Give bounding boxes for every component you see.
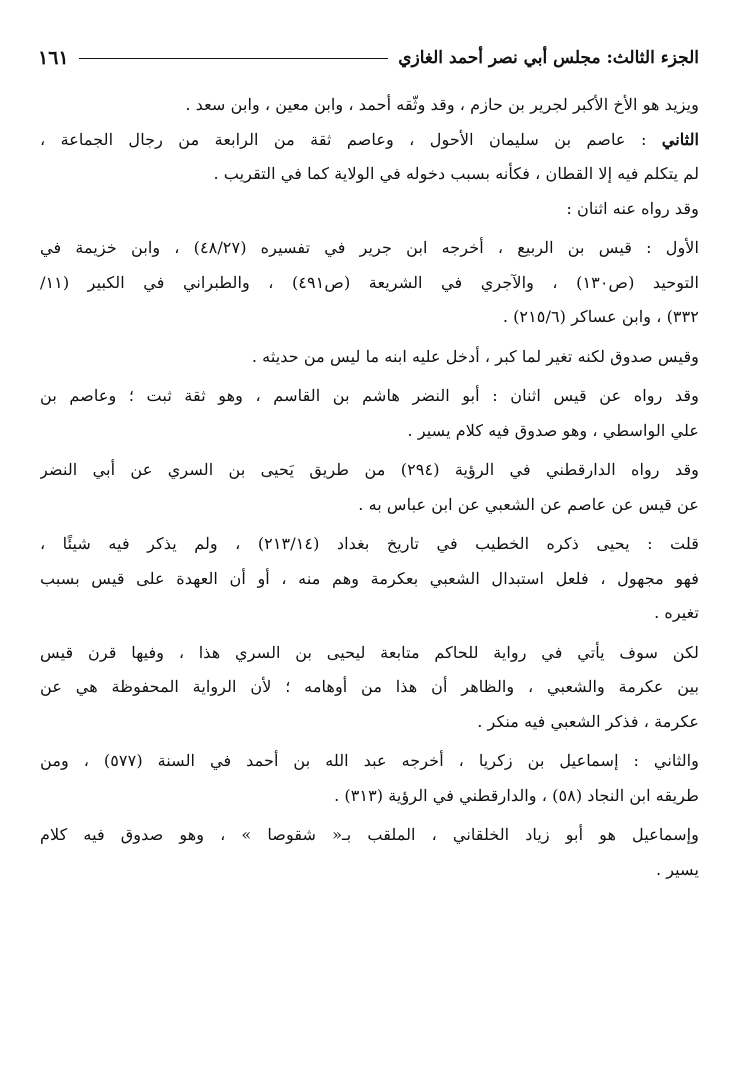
text-line [40, 379, 699, 414]
line-text: بين عكرمة والشعبي ، والظاهر أن هذا من أوهامه ؛ لأن الرواية المحفوظة هي عن [40, 677, 699, 696]
text-line [40, 596, 699, 631]
page-number: ١٦١ [38, 47, 69, 69]
page-header [38, 42, 699, 74]
line-text: وقد رواه الدارقطني في الرؤية (٢٩٤) من طريق يَحيى بن السري عن أبي النضر [40, 460, 699, 479]
text-line [40, 488, 699, 523]
text-line [40, 853, 699, 888]
line-text: ويزيد هو الأخ الأكبر لجرير بن حازم ، وقد وثّقه أحمد ، وابن معين ، وابن سعد . [185, 95, 699, 114]
text-line [40, 818, 699, 853]
text-line [40, 562, 699, 597]
line-text: الأول : قيس بن الربيع ، أخرجه ابن جرير في تفسيره (٤٨/٢٧) ، وابن خزيمة في [40, 238, 699, 257]
running-head: الجزء الثالث: مجلس أبي نصر أحمد الغازي [398, 48, 699, 68]
line-text: لكن سوف يأتي في رواية للحاكم متابعة ليحيى بن السري هذا ، وفيها قرن قيس [40, 642, 699, 662]
text-line [40, 123, 699, 158]
text-line [40, 192, 699, 227]
body-text [40, 88, 699, 887]
text-line [40, 744, 699, 779]
text-line [40, 453, 699, 488]
text-line [40, 705, 699, 740]
line-text: عن قيس عن عاصم عن الشعبي عن ابن عباس به . [358, 494, 699, 514]
line-text: والثاني : إسماعيل بن زكريا ، أخرجه عبد الله بن أحمد في السنة (٥٧٧) ، ومن [40, 751, 699, 770]
text-line [40, 266, 699, 301]
text-line [40, 670, 699, 705]
line-text: لم يتكلم فيه إلا القطان ، فكأنه بسبب دخوله في الولاية كما في التقريب . [213, 164, 699, 183]
line-text: قلت : يحيى ذكره الخطيب في تاريخ بغداد (٢١٣/١٤) ، ولم يذكر فيه شيئًا ، [40, 534, 699, 553]
line-text: تغيره . [654, 603, 699, 622]
line-text: التوحيد (ص١٣٠) ، والآجري في الشريعة (ص٤٩١) ، والطبراني في الكبير (١١/ [40, 272, 699, 292]
line-text: عكرمة ، فذكر الشعبي فيه منكر . [477, 711, 699, 731]
text-line [40, 231, 699, 266]
line-text: يسير . [655, 859, 699, 879]
text-line [40, 300, 699, 335]
line-text: فهو مجهول ، فلعل استبدال الشعبي بعكرمة وهم منه ، أو أن العهدة على قيس بسبب [40, 568, 699, 588]
text-line [40, 340, 699, 375]
line-text: وإسماعيل هو أبو زياد الخلقاني ، الملقب بـ« شقوصا » ، وهو صدوق فيه كلام [40, 825, 699, 844]
line-text: طريقه ابن النجاد (٥٨) ، والدارقطني في الرؤية (٣١٣) . [334, 785, 699, 805]
line-text: علي الواسطي ، وهو صدوق فيه كلام يسير . [407, 420, 699, 440]
line-text: وقد رواه عنه اثنان : [566, 198, 699, 218]
line-text: وقيس صدوق لكنه تغير لما كبر ، أدخل عليه ابنه ما ليس من حديثه . [251, 346, 699, 366]
lead-term: الثاني [661, 129, 699, 149]
text-line [40, 527, 699, 562]
text-line [40, 88, 699, 123]
line-text: وقد رواه عن قيس اثنان : أبو النضر هاشم بن القاسم ، وهو ثقة ثبت ؛ وعاصم بن [40, 386, 699, 405]
line-text: ٣٣٢) ، وابن عساكر (٢١٥/٦) . [502, 307, 699, 326]
line-text: : عاصم بن سليمان الأحول ، وعاصم ثقة من الرابعة من رجال الجماعة ، [40, 129, 662, 149]
text-line [40, 636, 699, 671]
text-line [40, 414, 699, 449]
text-line [40, 779, 699, 814]
header-rule [79, 58, 389, 59]
text-line [40, 157, 699, 192]
